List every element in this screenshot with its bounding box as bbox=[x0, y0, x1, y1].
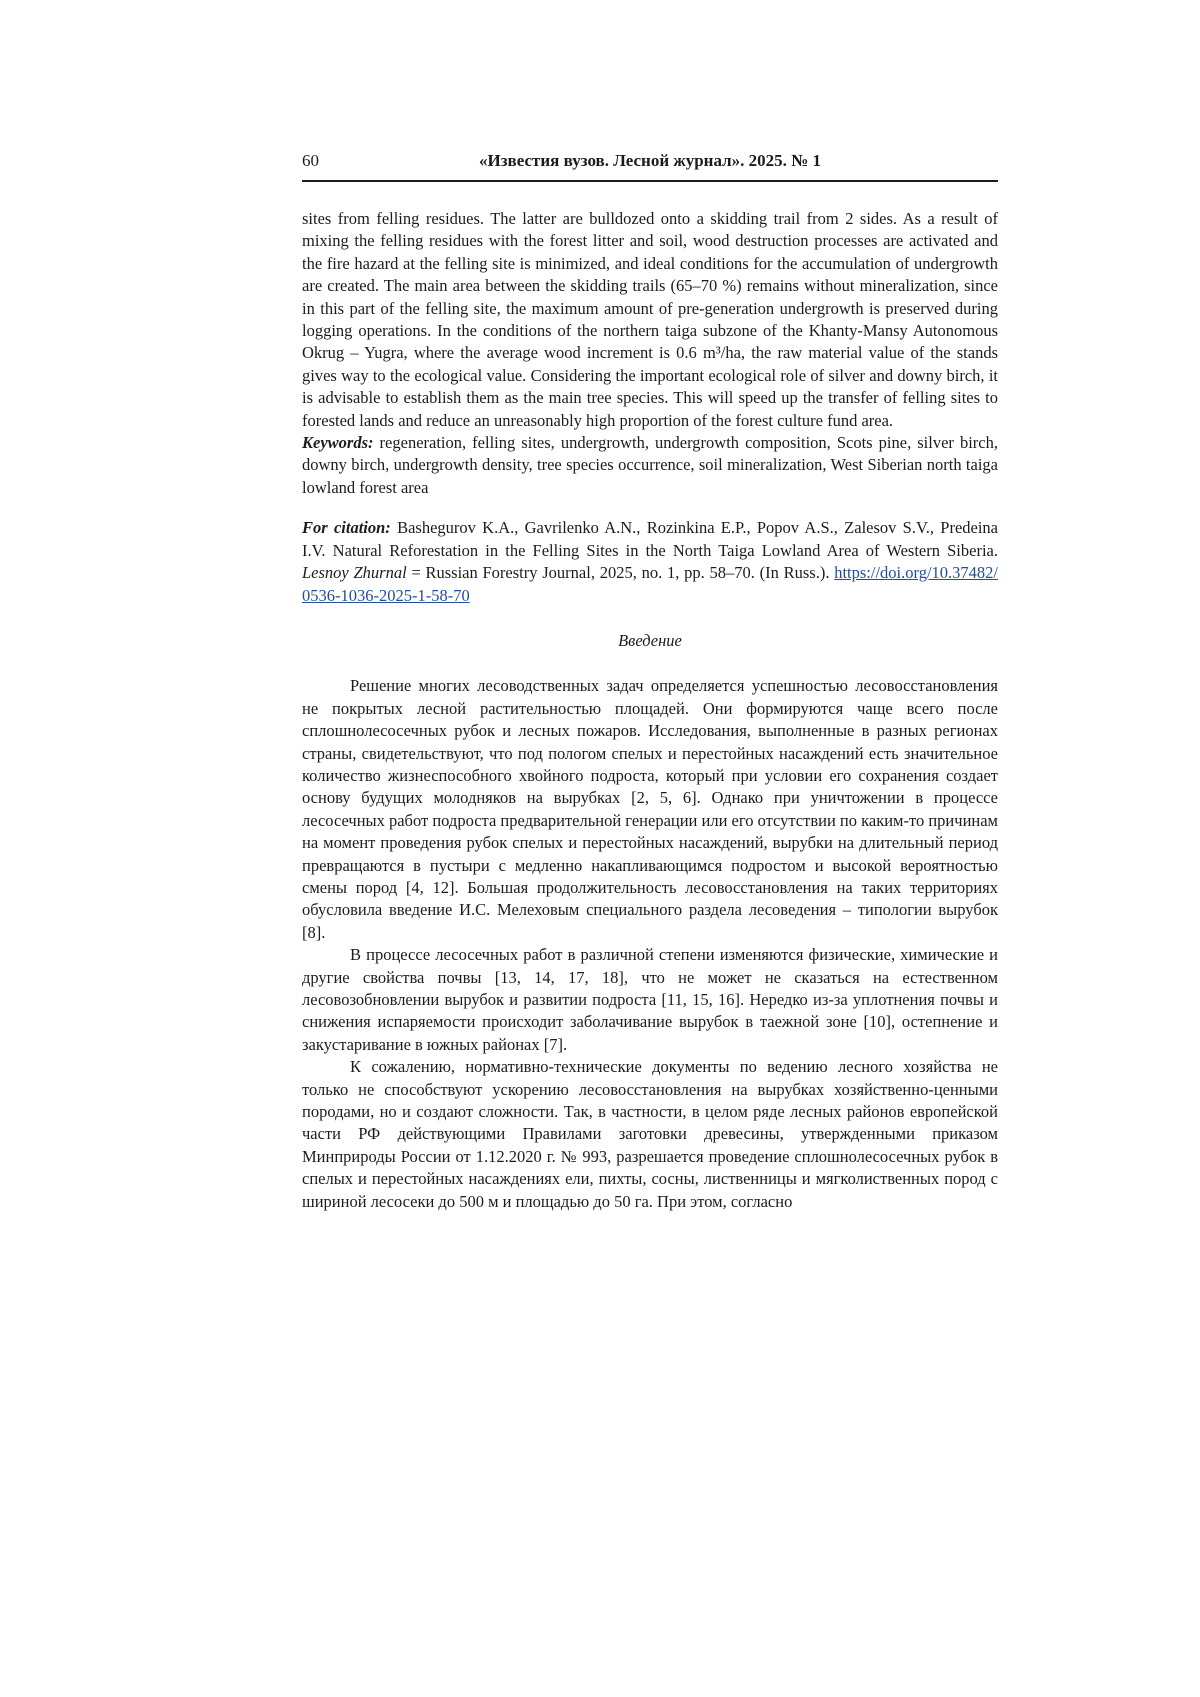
introduction-paragraph: Решение многих лесоводственных задач определяется успешностью лесовосстановления не покрытых лесной растительностью площадей. Они формируются чаще всего после сплошнолесосечных рубок и лесных пожаров. Исследования, выполненные в разных регионах страны, свидетельствуют, что под пологом спелых и перестойных насаждений есть значительное количество жизнеспособного хвойного подроста, который при условии его сохранения создает основу будущих молодняков на вырубках [2, 5, 6]. Однако при уничтожении в процессе лесосечных работ подроста предварительной генерации или его отсутствии по каким-то причинам на момент проведения рубок спелых и перестойных насаждений, вырубки на длительный период превращаются в пустыри с медленно накапливающимся подростом и высокой вероятностью смены пород [4, 12]. Большая продолжительность лесовосстановления на таких территориях обусловила введение И.С. Мелеховым специального раздела лесоведения – типологии вырубок [8]. bbox=[302, 676, 998, 942]
citation-authors-title: Bashegurov K.A., Gavrilenko A.N., Rozinkina E.P., Popov A.S., Zalesov S.V., Predeina I.V. Natural Reforestation in the Felling Sites in the North Taiga Lowland Area of Western Siberia. bbox=[302, 518, 999, 560]
citation-journal-name: Lesnoy Zhurnal bbox=[302, 563, 407, 583]
article-body bbox=[302, 208, 998, 1213]
page-content bbox=[302, 150, 998, 1213]
introduction-paragraph: К сожалению, нормативно-технические документы по ведению лесного хозяйства не только не способствуют ускорению лесовосстановления на вырубках хозяйственно-ценными породами, но и создают сложности. Так, в частности, в целом ряде лесных районов европейской части РФ действующими Правилами заготовки древесины, утвержденными приказом Минприроды России от 1.12.2020 г. № 993, разрешается проведение сплошнолесосечных рубок в спелых и перестойных насаждениях ели, пихты, сосны, лиственницы и мягколиственных пород с шириной лесосеки до 500 м и площадью до 50 га. При этом, согласно bbox=[302, 1057, 998, 1211]
citation-tail: = Russian Forestry Journal, 2025, no. 1, pp. 58–70. (In Russ.). bbox=[406, 563, 835, 583]
journal-title: «Известия вузов. Лесной журнал». 2025. № 1 bbox=[478, 151, 821, 170]
doi-link[interactable]: https://doi.org/10.37482/0536-1036-2025-1-58-70 bbox=[302, 563, 998, 605]
keywords-text: regeneration, felling sites, undergrowth, undergrowth composition, Scots pine, silver birch, downy birch, undergrowth density, tree species occurrence, soil mineralization, West Siberian north taiga lowland forest area bbox=[302, 433, 998, 497]
page-number: 60 bbox=[302, 151, 319, 170]
abstract-continuation-text: sites from felling residues. The latter are bulldozed onto a skidding trail from 2 sides. As a result of mixing the felling residues with the forest litter and soil, wood destruction processes are activated and the fire hazard at the felling site is minimized, and ideal conditions for the accumulation of undergrowth are created. The main area between the skidding trails (65–70 %) remains without mineralization, since in this part of the felling site, the maximum amount of pre-generation undergrowth is preserved during logging operations. In the conditions of the northern taiga subzone of the Khanty-Mansy Autonomous Okrug – Yugra, where the average wood increment is 0.6 m³/ha, the raw material value of the stands gives way to the ecological value. Considering the important ecological role of silver and downy birch, it is advisable to establish them as the main tree species. This will speed up the transfer of felling sites to forested lands and reduce an unreasonably high proportion of the forest culture fund area. bbox=[302, 209, 998, 430]
citation-paragraph bbox=[302, 517, 998, 607]
keywords-paragraph bbox=[302, 432, 998, 499]
for-citation-label: For citation: bbox=[302, 518, 391, 538]
keywords-label: Keywords: bbox=[302, 433, 374, 453]
page-header bbox=[302, 150, 998, 182]
section-heading-introduction: Введение bbox=[618, 630, 682, 650]
introduction-paragraph: В процессе лесосечных работ в различной степени изменяются физические, химические и другие свойства почвы [13, 14, 17, 18], что не может не сказаться на естественном лесовозобновлении вырубок и развитии подроста [11, 15, 16]. Нередко из-за уплотнения почвы и снижения испаряемости происходит заболачивание вырубок в таежной зоне [10], остепнение и закустаривание в южных районах [7]. bbox=[302, 945, 998, 1054]
